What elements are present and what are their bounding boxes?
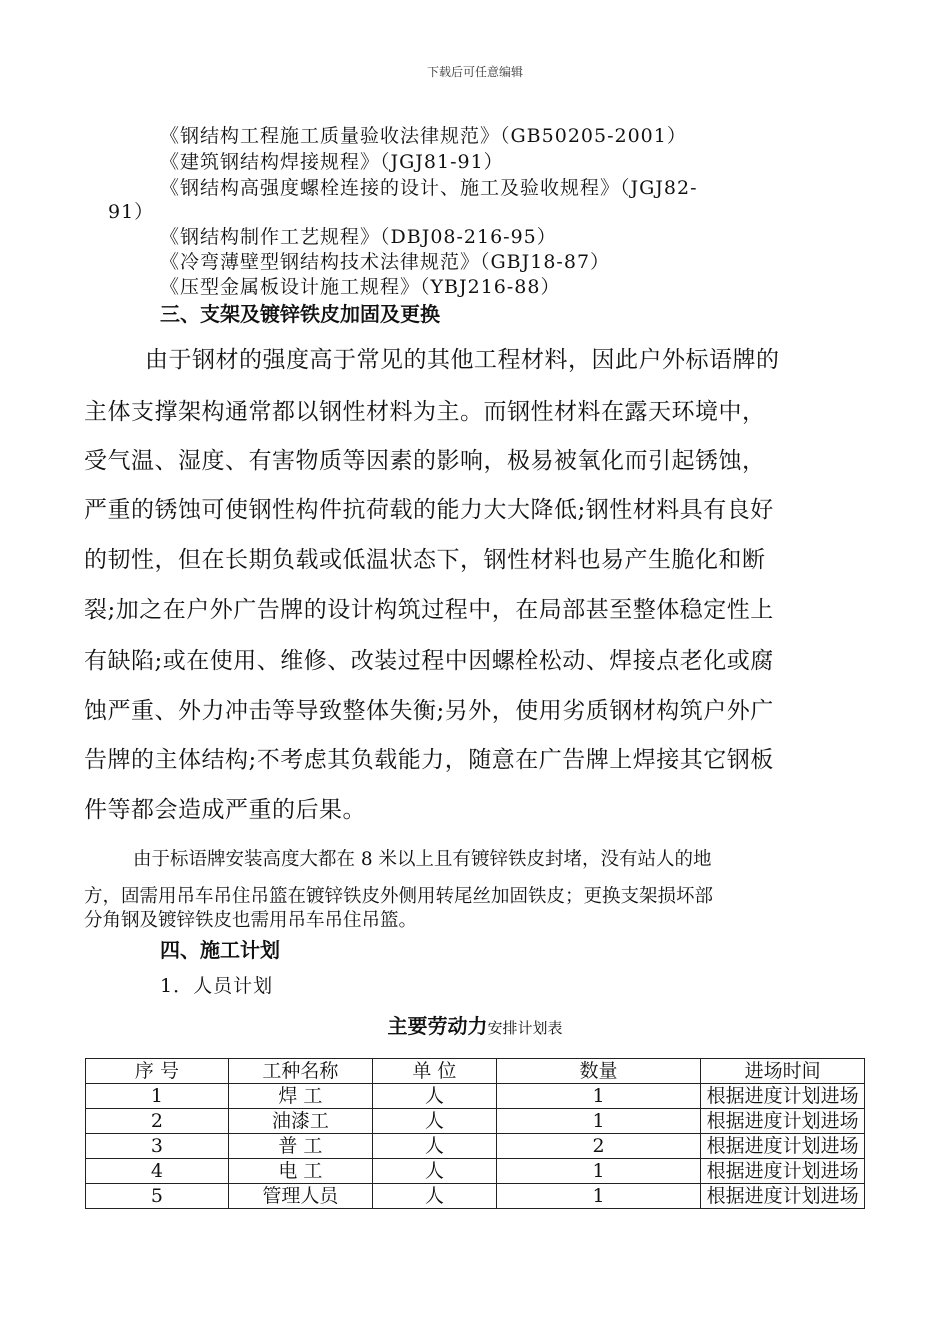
table-row [86,1109,865,1134]
paragraph-line: 蚀严重、外力冲击等导致整体失衡;另外，使用劣质钢材构筑户外广 [84,698,774,724]
note-line: 由于标语牌安装高度大都在 8 米以上且有镀锌铁皮封堵，没有站人的地 [133,849,712,870]
table-cell: 1 [86,1084,229,1109]
table-cell: 5 [86,1184,229,1209]
table-row [86,1184,865,1209]
table-cell: 人 [372,1109,496,1134]
paragraph-line: 严重的锈蚀可使钢性构件抗荷载的能力大大降低;钢性材料具有良好 [84,497,774,523]
table-cell: 1 [496,1159,700,1184]
column-header: 序 号 [86,1059,229,1084]
column-header: 单 位 [372,1059,496,1084]
table-cell: 2 [86,1109,229,1134]
table-cell: 根据进度计划进场 [701,1184,865,1209]
table-cell: 3 [86,1134,229,1159]
table-cell: 1 [496,1084,700,1109]
table-row [86,1084,865,1109]
paragraph-line: 受气温、湿度、有害物质等因素的影响，极易被氧化而引起锈蚀， [84,448,766,474]
table-cell: 2 [496,1134,700,1159]
table-cell: 根据进度计划进场 [701,1084,865,1109]
table-cell: 电 工 [228,1159,372,1184]
subsection-title: 1．人员计划 [160,975,274,997]
table-cell: 1 [496,1109,700,1134]
table-title-bold: 主要劳动力 [387,1014,488,1038]
table-cell: 人 [372,1184,496,1209]
table-cell: 4 [86,1159,229,1184]
paragraph-line: 裂;加之在户外广告牌的设计构筑过程中，在局部甚至整体稳定性上 [84,597,774,623]
note-line: 方，固需用吊车吊住吊篮在镀锌铁皮外侧用转尾丝加固铁皮；更换支架损坏部 [84,886,714,907]
table-cell: 根据进度计划进场 [701,1134,865,1159]
table-cell: 根据进度计划进场 [701,1159,865,1184]
table-cell: 人 [372,1159,496,1184]
labor-plan-table [85,1058,865,1209]
column-header: 进场时间 [701,1059,865,1084]
section-heading: 四、施工计划 [160,938,280,962]
standard-item: 《压型金属板设计施工规程》（YBJ216-88） [160,276,561,298]
table-row [86,1134,865,1159]
table-cell: 根据进度计划进场 [701,1109,865,1134]
section-heading: 三、支架及镀锌铁皮加固及更换 [160,302,440,326]
paragraph-line: 由于钢材的强度高于常见的其他工程材料，因此户外标语牌的 [145,347,780,373]
page-header: 下载后可任意编辑 [426,65,523,79]
standard-item-continuation: 91） [108,201,155,223]
standard-item: 《钢结构高强度螺栓连接的设计、施工及验收规程》（JGJ82- [160,177,698,199]
table-row [86,1159,865,1184]
paragraph-line: 告牌的主体结构;不考虑其负载能力，随意在广告牌上焊接其它钢板 [84,747,774,773]
paragraph-line: 件等都会造成严重的后果。 [84,797,366,823]
table-cell: 焊 工 [228,1084,372,1109]
table-title-rest: 安排计划表 [487,1019,563,1037]
table-cell: 人 [372,1134,496,1159]
column-header: 数量 [496,1059,700,1084]
table-cell: 1 [496,1184,700,1209]
paragraph-line: 有缺陷;或在使用、维修、改装过程中因螺栓松动、焊接点老化或腐 [84,648,774,674]
standard-item: 《钢结构工程施工质量验收法律规范》（GB50205-2001） [160,125,687,147]
table-cell: 人 [372,1084,496,1109]
note-line: 分角钢及镀锌铁皮也需用吊车吊住吊篮。 [84,910,418,931]
standard-item: 《钢结构制作工艺规程》（DBJ08-216-95） [160,226,557,248]
standard-item: 《冷弯薄壁型钢结构技术法律规范》（GBJ18-87） [160,251,611,273]
table-cell: 油漆工 [228,1109,372,1134]
paragraph-line: 主体支撑架构通常都以钢性材料为主。而钢性材料在露天环境中， [84,399,766,425]
standard-item: 《建筑钢结构焊接规程》（JGJ81-91） [160,151,504,173]
column-header: 工种名称 [228,1059,372,1084]
table-cell: 普 工 [228,1134,372,1159]
paragraph-line: 的韧性，但在长期负载或低温状态下，钢性材料也易产生脆化和断 [84,547,766,573]
table-header-row [86,1059,865,1084]
table-title [0,1010,950,1039]
table-cell: 管理人员 [228,1184,372,1209]
